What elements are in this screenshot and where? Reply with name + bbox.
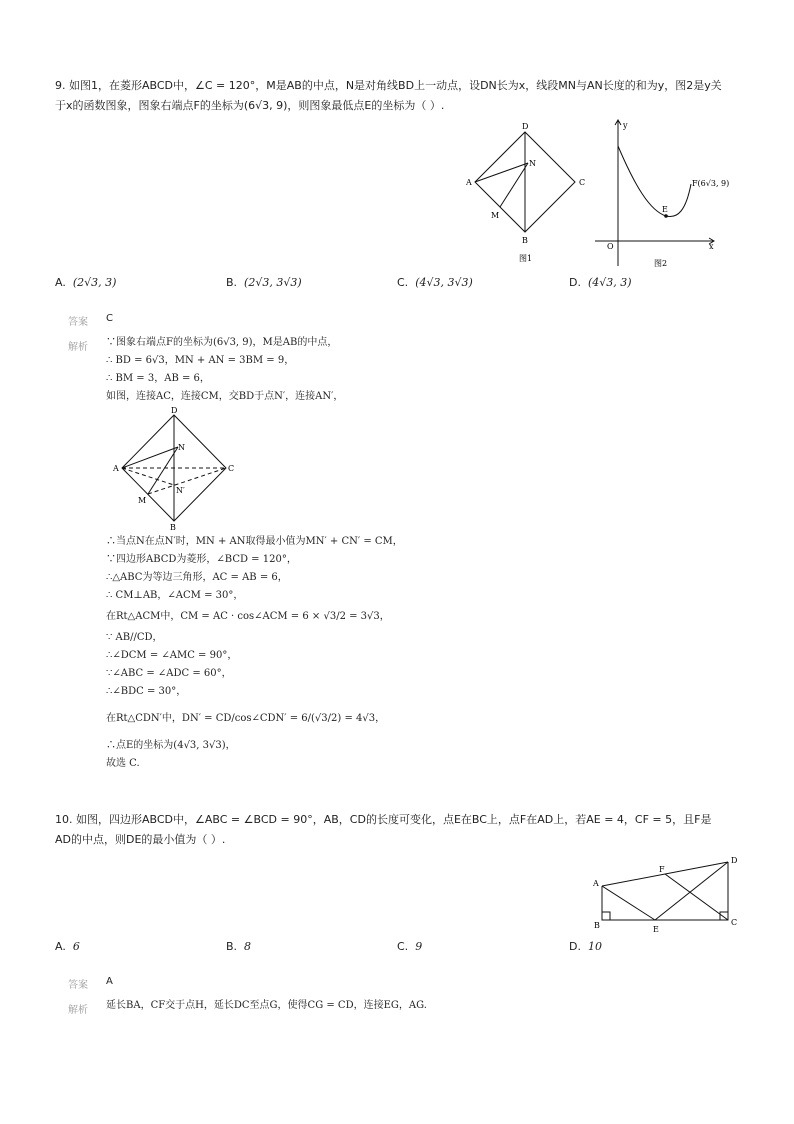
solfig-label-A: A <box>113 464 119 473</box>
solfig-label-N: N <box>178 443 185 452</box>
solution-line: ∵四边形ABCD为菱形，∠BCD = 120°， <box>106 554 297 565</box>
q9-stem-line2: 于x的函数图象，图象右端点F的坐标为(6√3, 9)，则图象最低点E的坐标为（ ）. <box>55 99 445 112</box>
solfig-label-Nprime: N′ <box>176 486 185 495</box>
q10fig-label-C: C <box>731 918 738 927</box>
q10-option-b[interactable]: B. 8 <box>226 940 252 953</box>
q10-stem-line2: AD的中点，则DE的最小值为（ ）. <box>55 833 226 846</box>
solution-line: ∴∠BDC = 30°， <box>106 686 187 697</box>
solution-line: ∵∠ABC = ∠ADC = 60°， <box>106 668 232 679</box>
q10-solution: 延长BA，CF交于点H，延长DC至点G，使得CG = CD，连接EG，AG. <box>106 1000 427 1011</box>
fig2-caption: 图2 <box>654 259 668 268</box>
q10-answer: A <box>106 976 113 987</box>
q10-option-c[interactable]: C. 9 <box>397 940 423 953</box>
q10fig-label-F: F <box>659 865 665 874</box>
q9-solution-figure <box>108 405 243 535</box>
fig1-label-A: A <box>466 178 472 187</box>
q10fig-label-B: B <box>594 921 600 930</box>
solfig-label-B: B <box>170 523 176 532</box>
q10-option-d[interactable]: D. 10 <box>569 940 602 953</box>
solution-line: ∴点E的坐标为(4√3, 3√3)， <box>106 740 236 751</box>
solution-line: 在Rt△CDN′中，DN′ = CD/cos∠CDN′ = 6/(√3/2) = 4√3， <box>106 713 386 724</box>
q10-answer-label: 答案 <box>68 980 88 991</box>
q10-figure <box>588 852 748 936</box>
q9-option-c[interactable]: C. (4√3, 3√3) <box>397 276 473 289</box>
solution-line: 如图，连接AC，连接CM，交BD于点N′，连接AN′， <box>106 391 344 402</box>
fig2-label-x: x <box>709 242 714 251</box>
solution-line: ∴ BM = 3，AB = 6， <box>106 373 210 384</box>
fig1-label-D: D <box>522 122 529 131</box>
q9-option-d[interactable]: D. (4√3, 3) <box>569 276 632 289</box>
q9-solution-top <box>106 334 343 406</box>
solution-line: ∴当点N在点N′时，MN + AN取得最小值为MN′ + CN′ = CM， <box>106 536 403 547</box>
q9-figure-2 <box>590 116 730 271</box>
q9-figure-1 <box>460 120 590 270</box>
solution-line: ∴∠DCM = ∠AMC = 90°， <box>106 650 238 661</box>
q9-option-a[interactable]: A. (2√3, 3) <box>55 276 117 289</box>
solfig-label-M: M <box>138 496 147 505</box>
q10-stem-line1: 10. 如图，四边形ABCD中，∠ABC = ∠BCD = 90°，AB，CD的长度可变化，点E在BC上，点F在AD上，若AE = 4，CF = 5，且F是 <box>55 813 712 826</box>
q9-stem-line1: 9. 如图1，在菱形ABCD中，∠C = 120°，M是AB的中点，N是对角线BD上一动点，设DN长为x，线段MN与AN长度的和为y，图2是y关 <box>55 79 722 92</box>
q9-answer-label: 答案 <box>68 317 88 328</box>
solution-line: ∴ CM⊥AB，∠ACM = 30°， <box>106 590 244 601</box>
q10-option-a[interactable]: A. 6 <box>55 940 80 953</box>
solfig-label-C: C <box>228 464 235 473</box>
fig1-label-M: M <box>491 211 500 220</box>
q10fig-label-A: A <box>593 879 599 888</box>
fig2-label-E: E <box>662 205 668 214</box>
fig1-label-C: C <box>579 178 586 187</box>
fig2-label-O: O <box>607 242 614 251</box>
fig2-label-F: F(6√3, 9) <box>692 179 730 188</box>
solution-line: ∵ AB//CD， <box>106 632 163 643</box>
fig1-caption: 图1 <box>519 254 533 263</box>
fig1-label-B: B <box>522 236 528 245</box>
solution-line: 在Rt△ACM中，CM = AC · cos∠ACM = 6 × √3/2 = 3√3， <box>106 611 390 622</box>
q9-solution-bottom <box>106 533 403 773</box>
point-E <box>664 214 668 218</box>
solution-line: ∴△ABC为等边三角形，AC = AB = 6， <box>106 572 288 583</box>
solution-line: ∵图象右端点F的坐标为(6√3, 9)，M是AB的中点， <box>106 337 338 348</box>
fig2-label-y: y <box>623 121 628 130</box>
q10fig-label-E: E <box>653 925 659 934</box>
q10-analysis-label: 解析 <box>68 1005 88 1016</box>
solution-line: 故选 C. <box>106 758 140 769</box>
q10fig-label-D: D <box>731 856 738 865</box>
q9-analysis-label: 解析 <box>68 342 88 353</box>
q9-answer: C <box>106 313 113 324</box>
solfig-label-D: D <box>171 406 178 415</box>
fig1-label-N: N <box>529 159 536 168</box>
solution-line: ∴ BD = 6√3，MN + AN = 3BM = 9， <box>106 355 295 366</box>
q9-option-b[interactable]: B. (2√3, 3√3) <box>226 276 302 289</box>
